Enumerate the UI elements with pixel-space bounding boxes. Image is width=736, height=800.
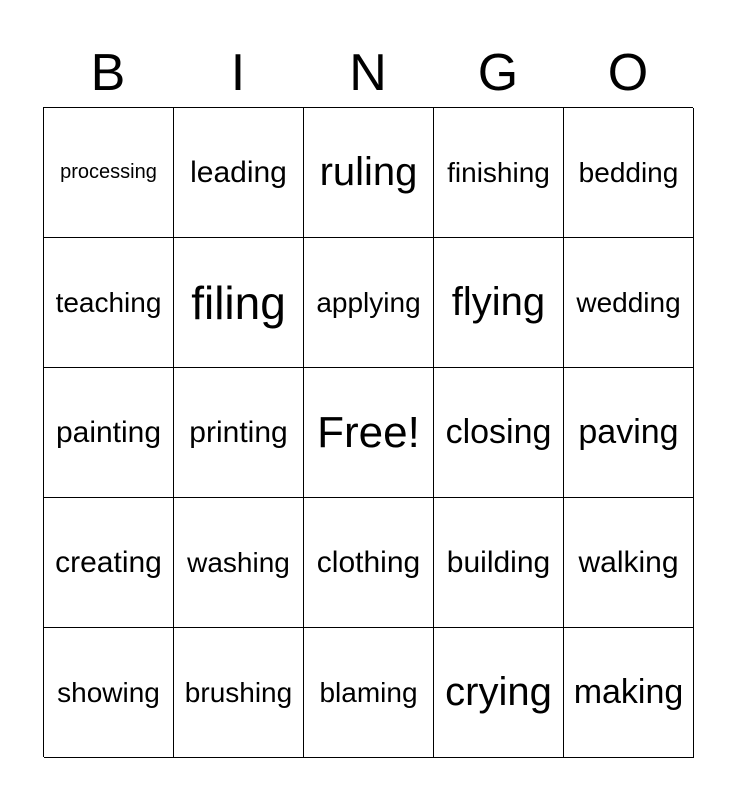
bingo-cell: creating — [44, 498, 174, 628]
bingo-board — [43, 107, 693, 757]
bingo-cell: leading — [174, 108, 304, 238]
bingo-cell: blaming — [304, 628, 434, 758]
bingo-cell: wedding — [564, 238, 694, 368]
header-letter-n: N — [349, 44, 387, 102]
bingo-cell: washing — [174, 498, 304, 628]
bingo-cell: crying — [434, 628, 564, 758]
free-space: Free! — [304, 368, 434, 498]
header-letter-i: I — [230, 44, 246, 102]
bingo-cell: walking — [564, 498, 694, 628]
header-letter-o: O — [607, 44, 649, 102]
bingo-cell: making — [564, 628, 694, 758]
bingo-cell: clothing — [304, 498, 434, 628]
bingo-cell: printing — [174, 368, 304, 498]
header-letter-b: B — [90, 44, 126, 102]
bingo-cell: applying — [304, 238, 434, 368]
bingo-cell: showing — [44, 628, 174, 758]
bingo-cell: filing — [174, 238, 304, 368]
bingo-cell: painting — [44, 368, 174, 498]
bingo-cell: building — [434, 498, 564, 628]
bingo-cell: closing — [434, 368, 564, 498]
bingo-cell: brushing — [174, 628, 304, 758]
bingo-cell: ruling — [304, 108, 434, 238]
bingo-header — [43, 40, 693, 106]
bingo-cell: teaching — [44, 238, 174, 368]
bingo-cell: flying — [434, 238, 564, 368]
bingo-cell: bedding — [564, 108, 694, 238]
header-letter-g: G — [477, 44, 519, 102]
bingo-cell: paving — [564, 368, 694, 498]
bingo-cell: finishing — [434, 108, 564, 238]
bingo-cell: processing — [44, 108, 174, 238]
